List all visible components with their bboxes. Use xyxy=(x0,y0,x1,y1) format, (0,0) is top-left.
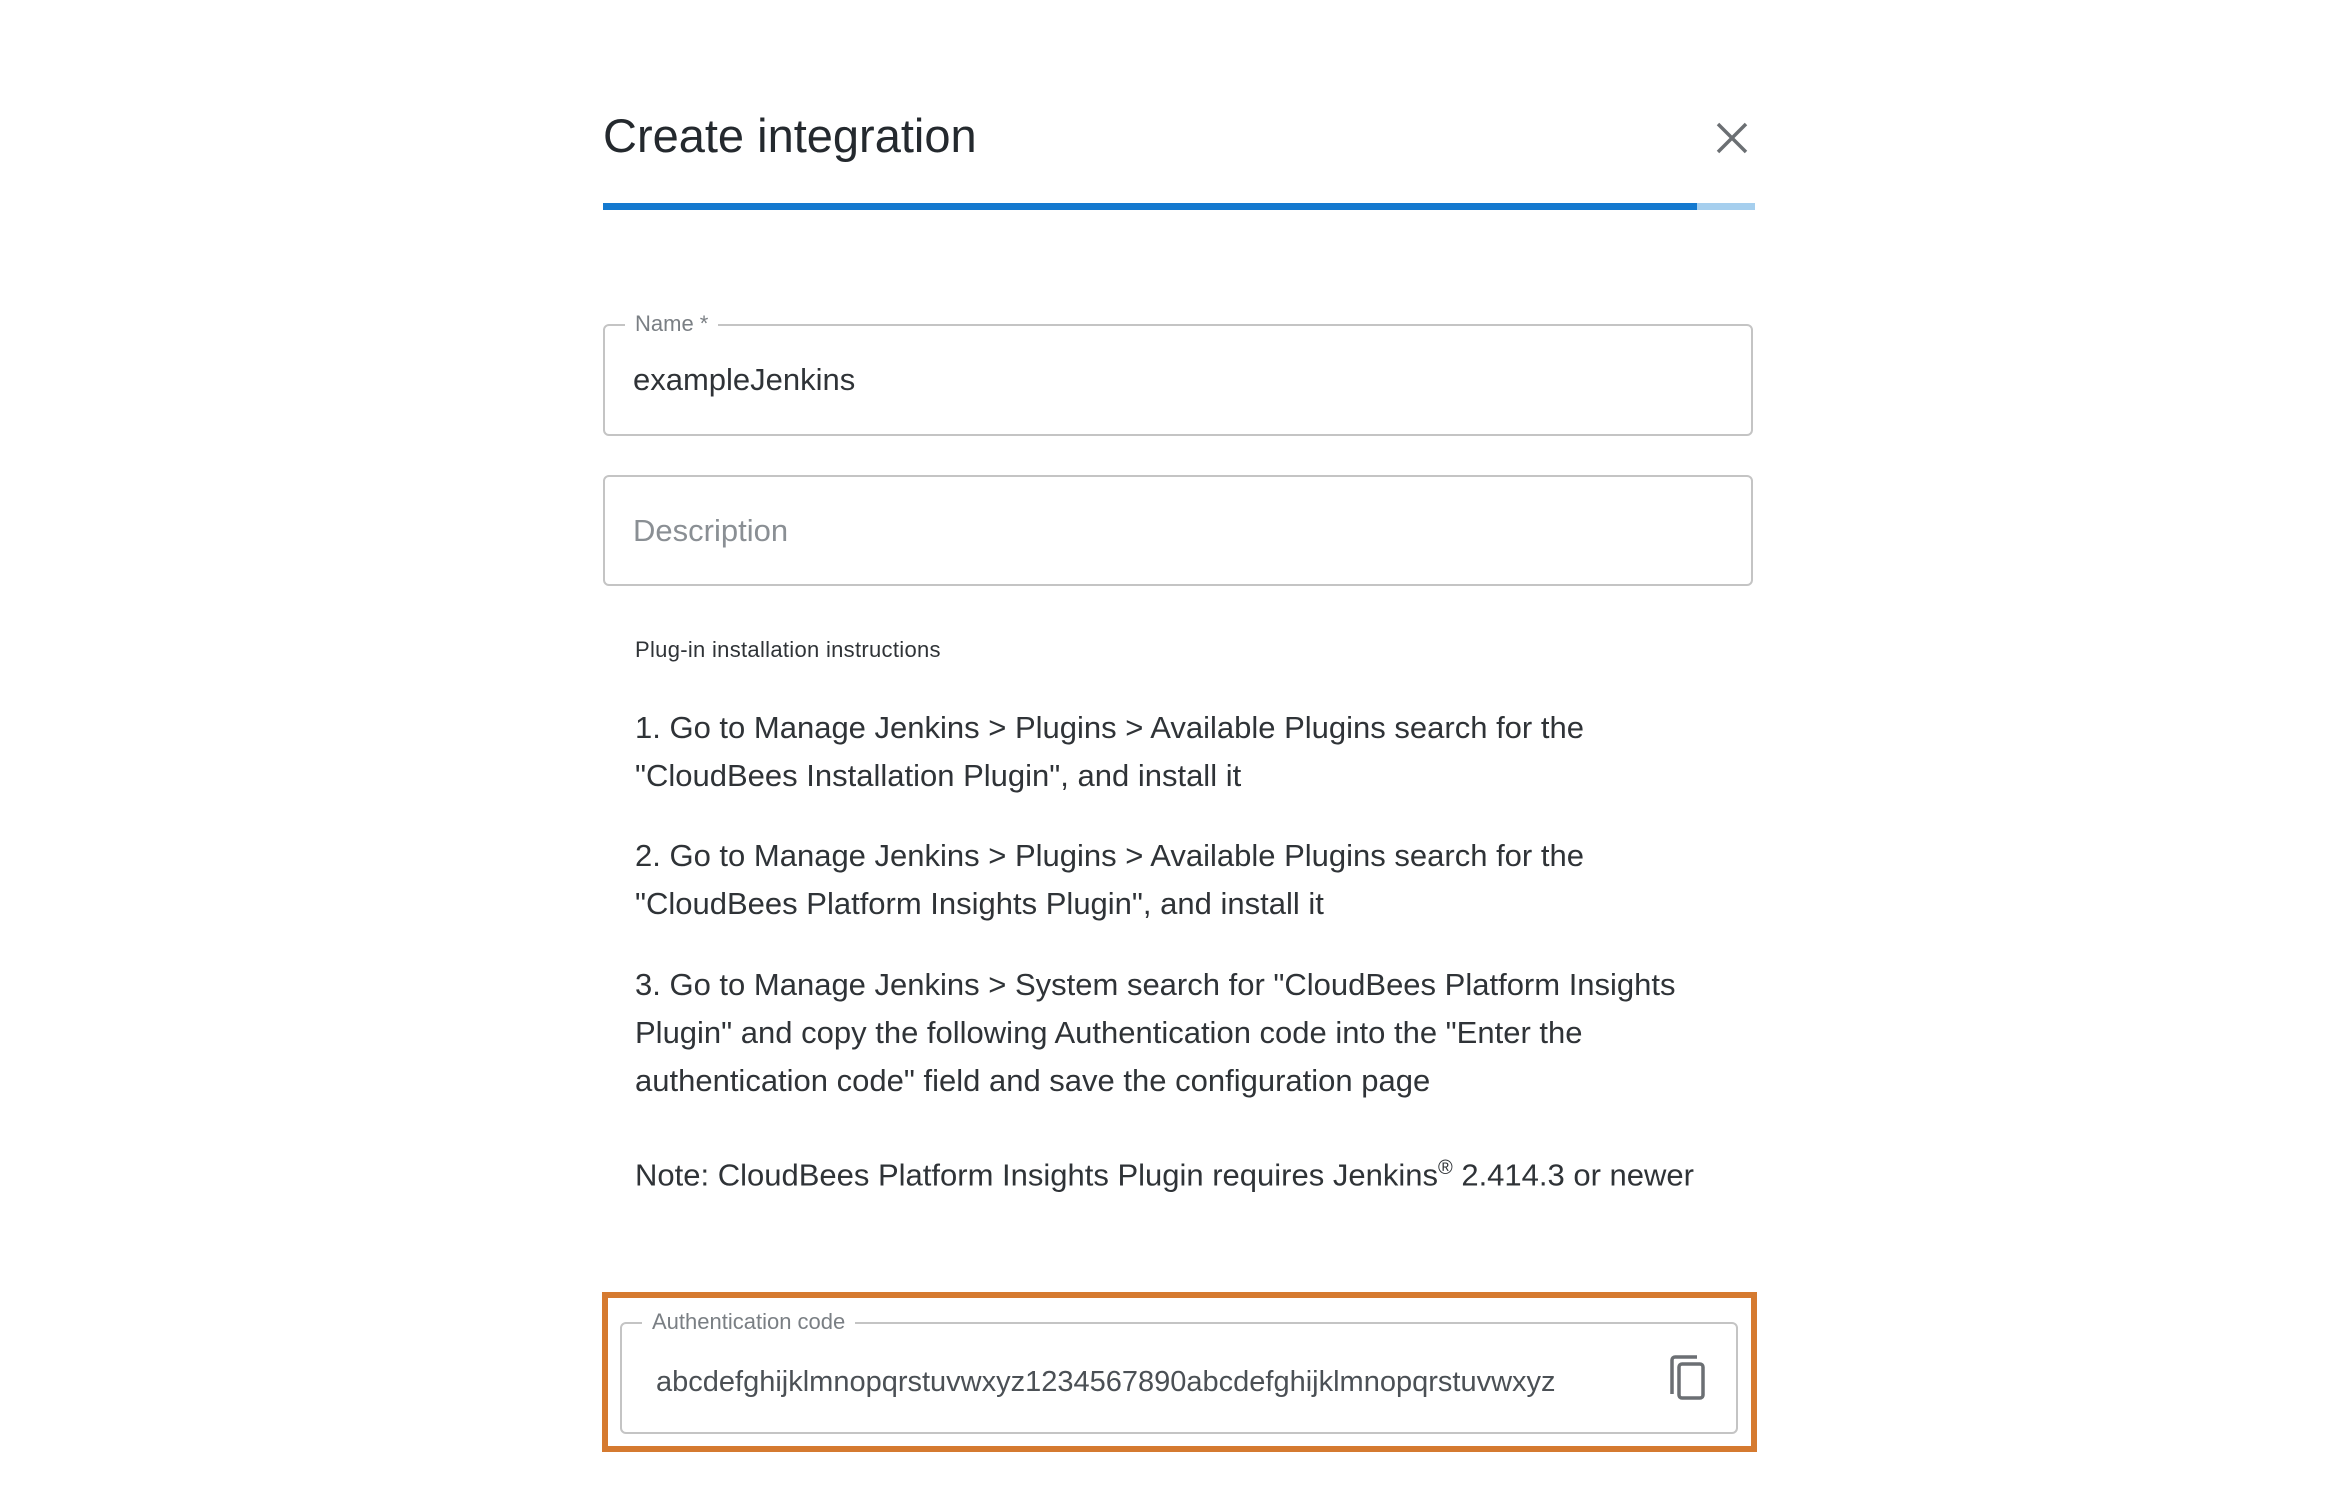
registered-mark: ® xyxy=(1437,1157,1453,1179)
copy-button[interactable] xyxy=(1668,1354,1708,1402)
instruction-note xyxy=(635,1144,1695,1199)
description-input[interactable]: Description xyxy=(633,513,789,548)
close-button[interactable] xyxy=(1710,116,1754,160)
instruction-step-2: 2. Go to Manage Jenkins > Plugins > Available Plugins search for the "CloudBees Platform Insights Plugin", and install it xyxy=(635,838,1584,921)
auth-label: Authentication code xyxy=(642,1309,855,1335)
name-label: Name * xyxy=(625,311,718,337)
note-text: Note: CloudBees Platform Insights Plugin requires Jenkins xyxy=(635,1157,1438,1193)
name-field[interactable] xyxy=(603,311,1753,436)
progress-bar xyxy=(603,203,1755,210)
name-input[interactable]: exampleJenkins xyxy=(633,362,856,397)
description-field[interactable] xyxy=(603,475,1753,586)
copy-icon xyxy=(1668,1354,1708,1402)
auth-code-value[interactable]: abcdefghijklmnopqrstuvwxyz1234567890abcdefghijklmnopqrstuvwxyz xyxy=(656,1366,1556,1398)
close-icon xyxy=(1710,116,1754,160)
progress-bar-fill xyxy=(603,203,1697,210)
dialog-title: Create integration xyxy=(603,109,977,162)
authentication-code-field[interactable] xyxy=(620,1309,1738,1434)
instruction-step-3: 3. Go to Manage Jenkins > System search for "CloudBees Platform Insights Plugin" and copy the following Authentication code into the "Enter the authentication code" field and save the configuration page xyxy=(635,967,1676,1098)
instruction-step-1: 1. Go to Manage Jenkins > Plugins > Available Plugins search for the "CloudBees Installation Plugin", and install it xyxy=(635,710,1584,793)
note-text-end: 2.414.3 or newer xyxy=(1452,1157,1694,1193)
instructions-title: Plug-in installation instructions xyxy=(635,637,941,662)
